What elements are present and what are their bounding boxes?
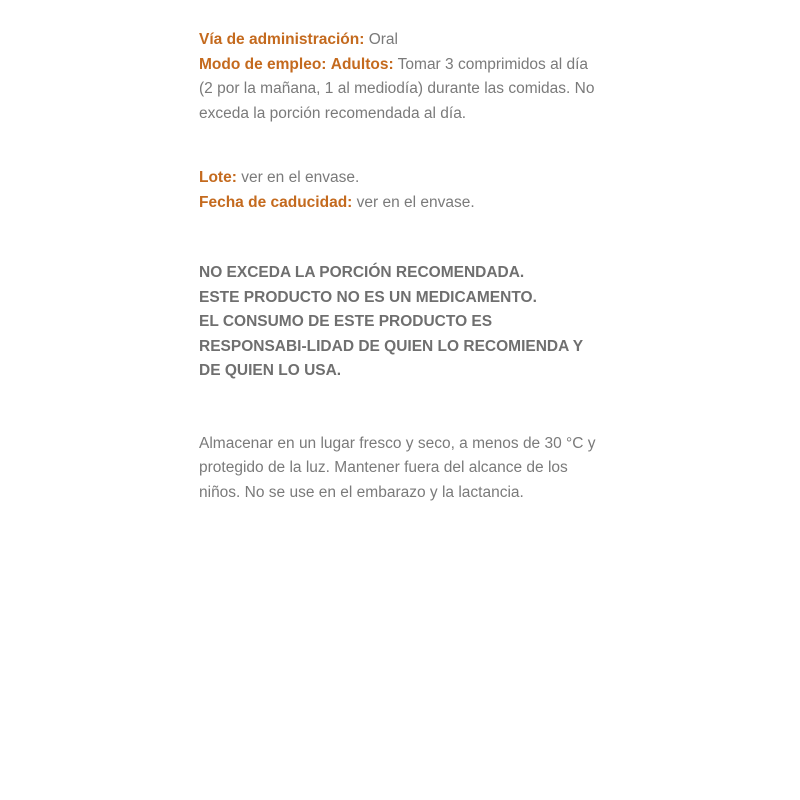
warning-line-1: NO EXCEDA LA PORCIÓN RECOMENDADA. <box>199 264 525 281</box>
spacer <box>199 215 599 261</box>
expiry-label: Fecha de caducidad: <box>199 193 353 211</box>
storage-paragraph: Almacenar en un lugar fresco y seco, a menos de 30 °C y protegido de la luz. Mantener fuera del alcance de los niños. No se use en el embarazo y la lactancia. <box>199 434 596 501</box>
expiry-line <box>199 191 599 216</box>
warnings-block <box>199 261 599 384</box>
expiry-value: ver en el envase. <box>356 193 475 211</box>
lot-label: Lote: <box>199 169 237 186</box>
usage-paragraph <box>199 53 599 127</box>
warning-line-2: ESTE PRODUCTO NO ES UN MEDICAMENTO. <box>199 288 537 306</box>
usage-label: Modo de empleo: <box>199 55 327 73</box>
lot-value: ver en el envase. <box>241 169 360 186</box>
warning-line-3: EL CONSUMO DE ESTE PRODUCTO ES RESPONSABI-LIDAD DE QUIEN LO RECOMIENDA Y DE QUIEN LO USA. <box>199 313 583 379</box>
spacer <box>199 126 599 166</box>
usage-text: Tomar 3 comprimidos al día (2 por la mañana, 1 al mediodía) durante las comidas. No exceda la porción recomendada al día. <box>199 55 595 122</box>
spacer <box>199 384 599 432</box>
administration-line <box>199 28 599 53</box>
administration-value: Oral <box>368 31 398 48</box>
lot-line <box>199 166 599 191</box>
administration-label: Vía de administración: <box>199 31 365 48</box>
product-info-column <box>199 28 599 505</box>
usage-audience: Adultos: <box>330 55 394 73</box>
